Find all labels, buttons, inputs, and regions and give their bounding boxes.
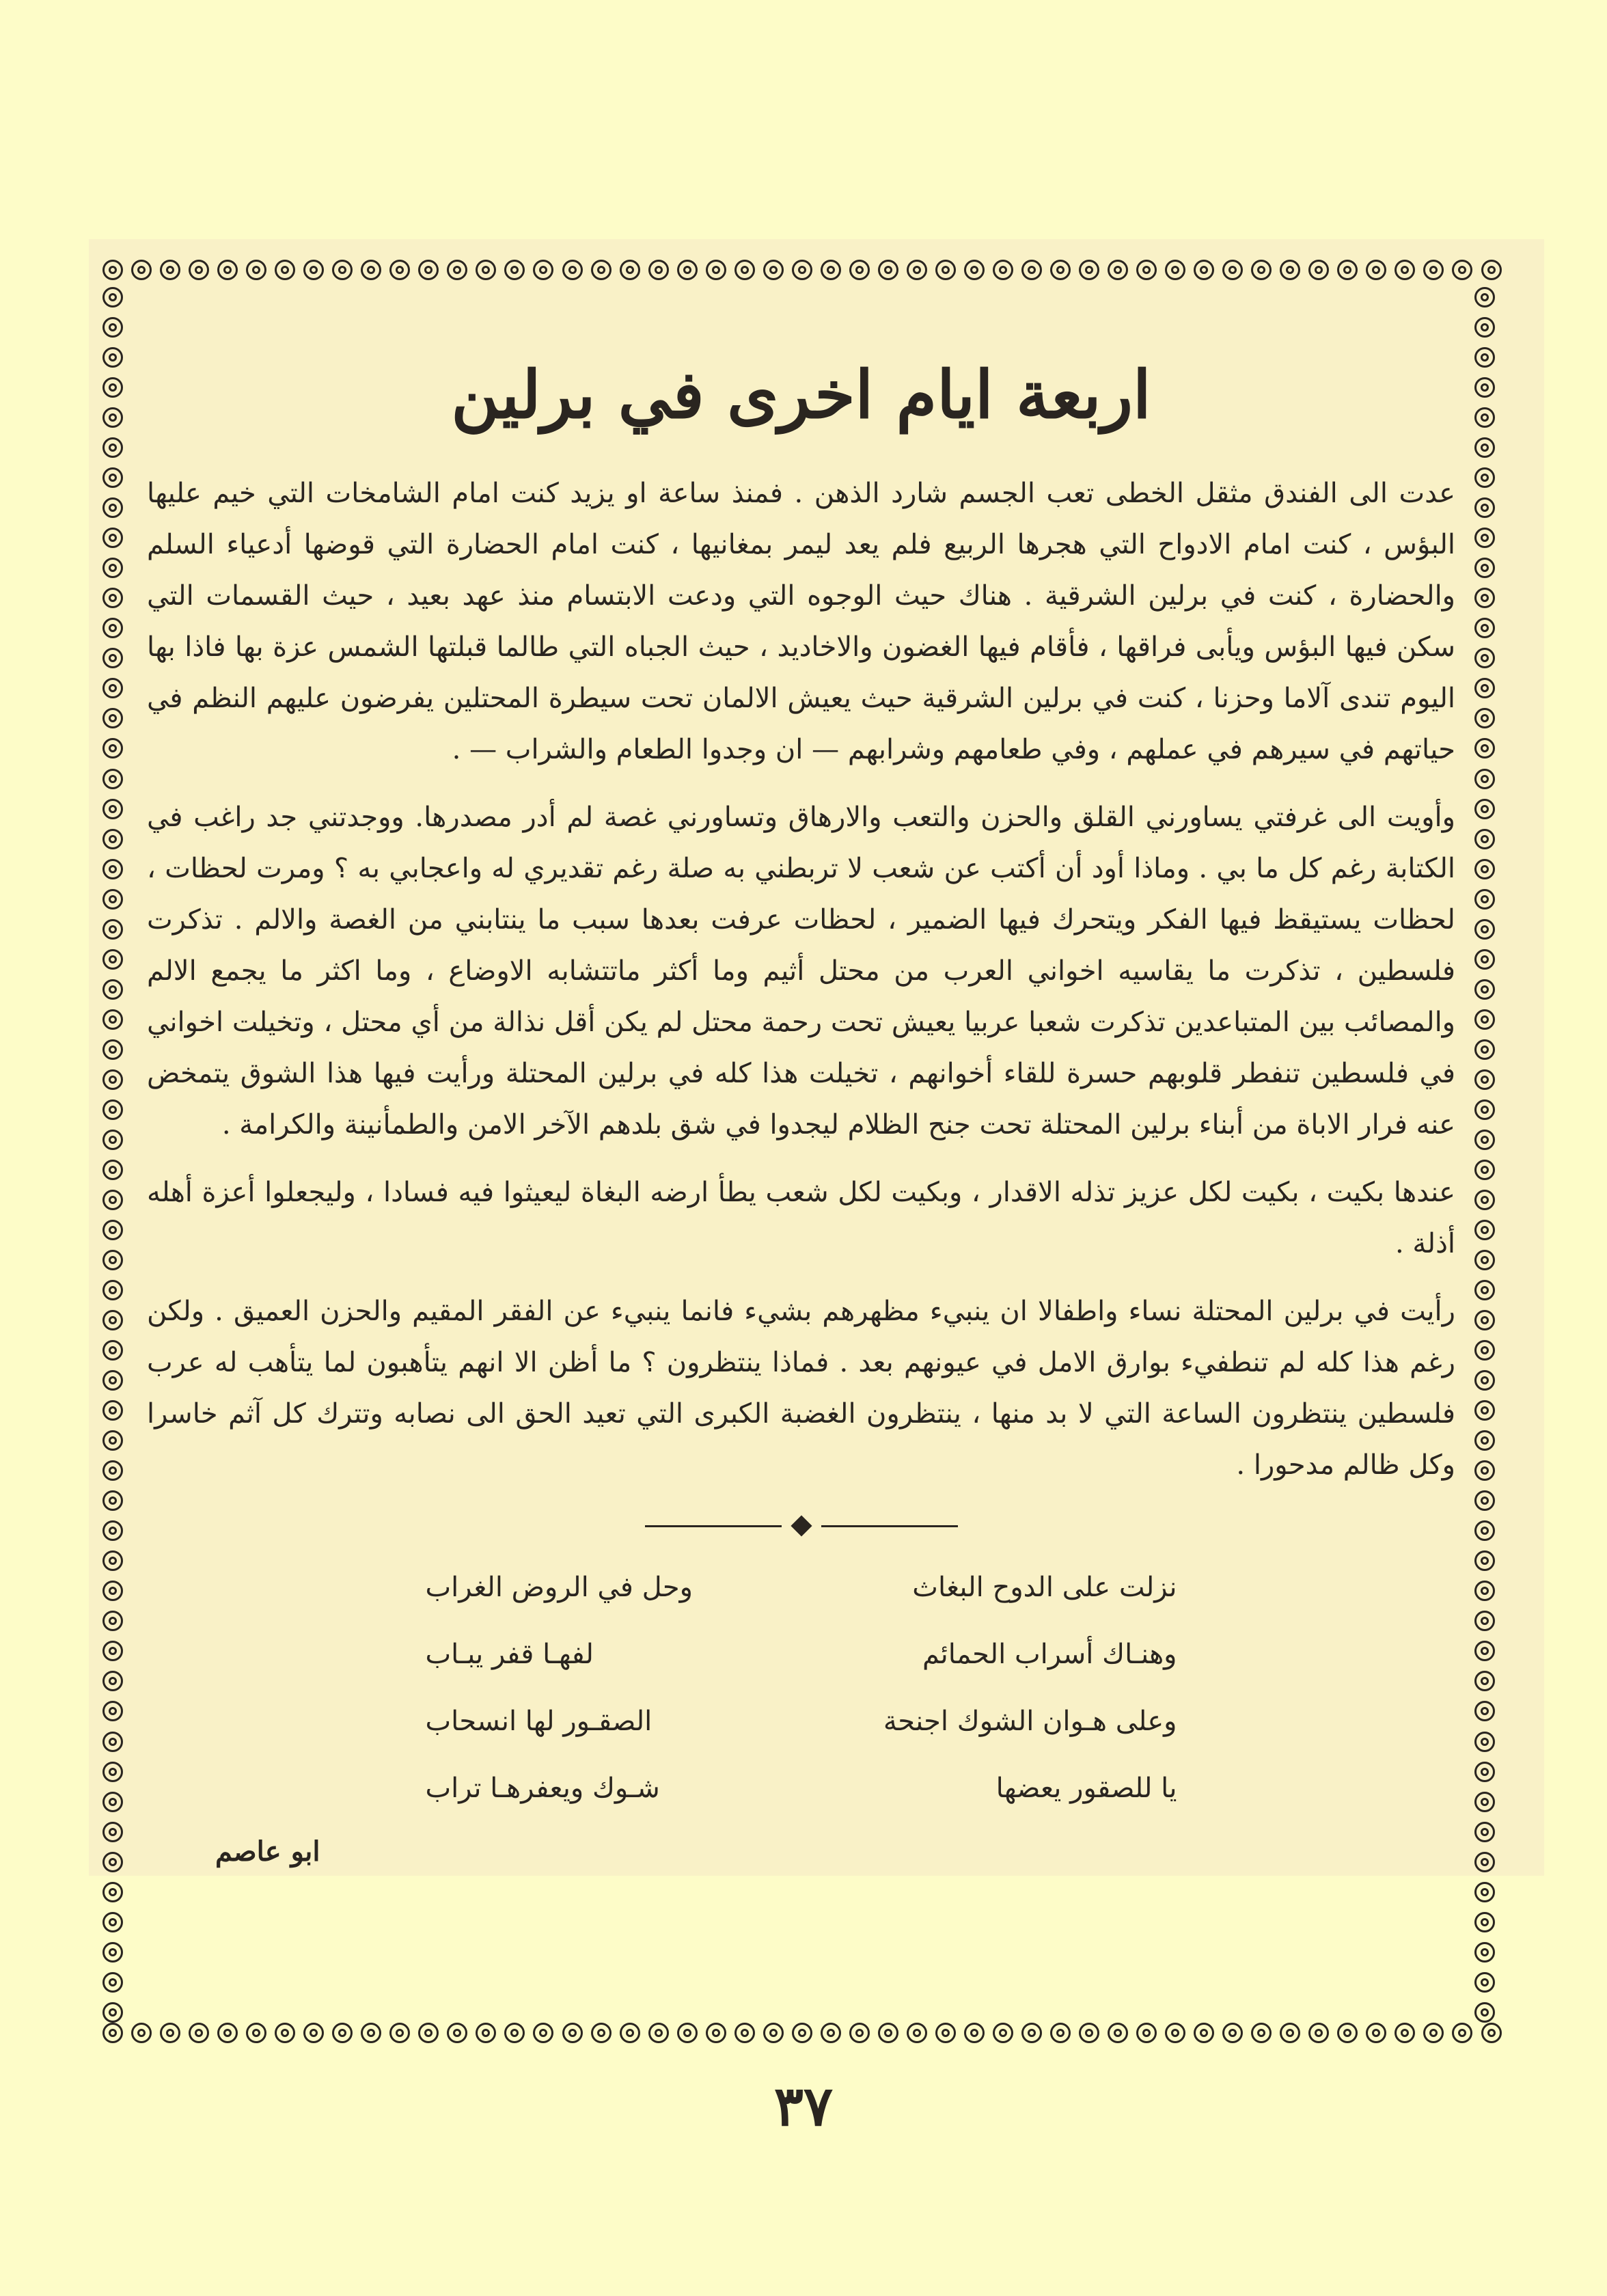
border-ring (1474, 1069, 1495, 1090)
border-ring (275, 260, 295, 280)
border-ring (1474, 1430, 1495, 1451)
border-ring (102, 1009, 123, 1030)
border-ring (792, 2023, 812, 2043)
border-ring (102, 1340, 123, 1361)
border-ring (1474, 1762, 1495, 1782)
border-ring (620, 260, 640, 280)
border-ring (1108, 2023, 1128, 2043)
border-ring (1423, 260, 1444, 280)
border-ring (1474, 769, 1495, 789)
author-signature: ابو عاصم (215, 1835, 320, 1868)
border-ring (102, 919, 123, 940)
border-ring (878, 260, 898, 280)
verse-first-hemistich: وعلى هـوان الشوك اجنحة (883, 1706, 1177, 1738)
border-ring (1452, 260, 1472, 280)
border-ring (849, 2023, 870, 2043)
border-ring (102, 1942, 123, 1963)
border-ring (763, 2023, 784, 2043)
border-ring (447, 2023, 467, 2043)
border-ring (620, 2023, 640, 2043)
border-ring (1474, 799, 1495, 819)
border-ring (1474, 1792, 1495, 1812)
border-ring (217, 260, 238, 280)
border-ring (1474, 1460, 1495, 1481)
border-ring (993, 260, 1013, 280)
border-ring (102, 889, 123, 910)
border-ring (476, 2023, 496, 2043)
border-ring (1136, 2023, 1157, 2043)
border-ring (1251, 260, 1272, 280)
border-ring (907, 260, 927, 280)
border-ring (102, 1250, 123, 1270)
border-ring (102, 829, 123, 849)
border-ring (102, 317, 123, 338)
border-ring (102, 347, 123, 368)
border-ring (1474, 1190, 1495, 1210)
border-ring (102, 1792, 123, 1812)
border-ring (102, 1220, 123, 1240)
paragraph-2: وأويت الى غرفتي يساورني القلق والحزن والتعب والارهاق وتساورني غصة لم أدر مصدرها. ووجدتني جد راغب في الكتابة رغم كل ما بي . وماذا أود أن أكتب عن شعب لا تربطني به صلة رغم تقديري له واعجابي به ؟ ومرت لحظات ، لحظات يستيقظ فيها الفكر ويتحرك فيها الضمير ، لحظات عرفت بعدها سبب ما ينتابني من الغصة والالم . تذكرت فلسطين ، تذكرت ما يقاسيه اخواني العرب من محتل أثيم وما أكثر ماتتشابه الاوضاع ، وما اكثر ما يجمع الالم والمصائب بين المتباعدين تذكرت شعبا عربيا يعيش تحت رحمة محتل لم يكن أقل نذالة من أي محتل ، وتخيلت اخواني في فلسطين تنفطر قلوبهم حسرة للقاء أخوانهم ، تخيلت هذا كله في برلين المحتلة ورأيت فيها هذا الشوق يتمخض عنه فرار الاباة من أبناء برلين المحتلة تحت جنح الظلام ليجدوا في شق بلدهم الآخر الامن والطمأنينة والكرامة . (147, 802, 1455, 1141)
border-ring (1474, 829, 1495, 849)
border-ring (102, 1460, 123, 1481)
border-ring (102, 738, 123, 758)
border-ring (102, 1400, 123, 1421)
border-ring (102, 1039, 123, 1060)
border-ring (1481, 260, 1502, 280)
border-ring (1366, 2023, 1386, 2043)
border-ring (1251, 2023, 1272, 2043)
border-ring (102, 1520, 123, 1541)
divider-line (821, 1525, 958, 1527)
border-ring (821, 260, 841, 280)
border-ring (418, 2023, 439, 2043)
border-ring (821, 2023, 841, 2043)
border-ring (1474, 528, 1495, 548)
border-ring (504, 260, 525, 280)
border-ring (935, 2023, 956, 2043)
border-ring (1021, 260, 1042, 280)
border-ring (1079, 260, 1099, 280)
border-ring (763, 260, 784, 280)
border-ring (1474, 1220, 1495, 1240)
border-ring (102, 1130, 123, 1150)
border-ring (102, 618, 123, 638)
border-ring (102, 1882, 123, 1902)
border-ring (1050, 2023, 1071, 2043)
border-ring (1021, 2023, 1042, 2043)
border-ring (1474, 1520, 1495, 1541)
border-ring (1474, 678, 1495, 698)
border-ring (1474, 317, 1495, 338)
border-ring (102, 1160, 123, 1180)
border-ring (1481, 2023, 1502, 2043)
border-ring (1194, 260, 1214, 280)
border-ring (102, 1732, 123, 1752)
border-ring (1474, 1280, 1495, 1300)
border-ring (217, 2023, 238, 2043)
border-ring (131, 2023, 152, 2043)
paragraph-3: عندها بكيت ، بكيت لكل عزيز تذله الاقدار ، وبكيت لكل شعب يطأ ارضه البغاة ليعيثوا فيه فسادا ، وليجعلوا أعزة أهله أذلة . (147, 1177, 1456, 1260)
border-ring (246, 2023, 266, 2043)
border-ring (102, 1852, 123, 1872)
border-ring (1474, 377, 1495, 398)
divider-ornament (791, 1516, 812, 1537)
border-ring (648, 2023, 669, 2043)
border-ring (648, 260, 669, 280)
border-ring (102, 1280, 123, 1300)
border-ring (102, 648, 123, 668)
border-ring (1474, 287, 1495, 308)
poem-verse (426, 1755, 1177, 1822)
border-ring (102, 528, 123, 548)
border-ring (1474, 1852, 1495, 1872)
border-ring (1474, 1400, 1495, 1421)
border-ring (102, 407, 123, 428)
border-ring (102, 769, 123, 789)
verse-second-hemistich: الصقـور لها انسحاب (425, 1706, 653, 1738)
border-ring (1474, 1611, 1495, 1631)
border-ring (1474, 1822, 1495, 1842)
verse-first-hemistich: يا للصقور يعضها (995, 1773, 1177, 1805)
border-ring (1108, 260, 1128, 280)
border-ring (1308, 260, 1329, 280)
border-ring (102, 2023, 123, 2043)
border-top (102, 260, 1502, 287)
border-ring (1308, 2023, 1329, 2043)
border-ring (102, 1701, 123, 1721)
border-ring (102, 1912, 123, 1932)
border-ring (1474, 407, 1495, 428)
verse-second-hemistich: لفهـا قفر يبـاب (425, 1639, 594, 1671)
border-ring (102, 1099, 123, 1120)
border-ring (1474, 2002, 1495, 2023)
border-ring (1474, 558, 1495, 578)
border-ring (1366, 260, 1386, 280)
border-ring (389, 2023, 410, 2043)
border-ring (102, 1611, 123, 1631)
border-ring (1474, 1130, 1495, 1150)
page-number: ٣٧ (774, 2074, 833, 2138)
border-ring (734, 260, 755, 280)
border-ring (275, 2023, 295, 2043)
border-ring (1474, 588, 1495, 608)
border-ring (102, 1581, 123, 1601)
border-ring (102, 708, 123, 728)
border-ring (102, 1430, 123, 1451)
border-ring (102, 1310, 123, 1330)
border-ring (1280, 2023, 1300, 2043)
border-ring (1474, 347, 1495, 368)
border-ring (964, 260, 985, 280)
border-ring (102, 588, 123, 608)
border-ring (591, 2023, 612, 2043)
border-ring (102, 260, 123, 280)
border-ring (1474, 1581, 1495, 1601)
border-ring (1474, 648, 1495, 668)
border-ring (1474, 1160, 1495, 1180)
border-ring (1136, 260, 1157, 280)
border-ring (1474, 919, 1495, 940)
paragraph-4: رأيت في برلين المحتلة نساء واطفالا ان ينبيء مظهرهم بشيء فانما ينبيء عن الفقر المقيم والحزن العميق . ولكن رغم هذا كله لم تنطفيء بوارق الامل في عيونهم بعد . فماذا ينتظرون ؟ ما أظن الا انهم يتأهبون لما يتأهب له عرب فلسطين ينتظرون الساعة التي لا بد منها ، ينتظرون الغضبة الكبرى التي تعيد الحق الى نصابه وتترك كل آثم خاسرا وكل ظالم مدحورا . (147, 1296, 1455, 1481)
border-ring (189, 260, 209, 280)
border-ring (246, 260, 266, 280)
border-ring (1474, 1490, 1495, 1511)
paragraph-1: عدت الى الفندق مثقل الخطى تعب الجسم شارد الذهن . فمنذ ساعة او يزيد كنت امام الشامخات التي خيم عليها البؤس ، كنت امام الادواح التي هجرها الربيع فلم يعد ليمر بمغانيها ، كنت امام الحضارة التي قوضها أدعياء السلم والحضارة ، كنت في برلين الشرقية . هناك حيث الوجوه التي ودعت الابتسام منذ عهد بعيد ، حيث القسمات التي سكن فيها البؤس ويأبى فراقها ، فأقام فيها الغضون والاخاديد ، حيث الجباه التي طالما قبلتها الشمس عزة بها فاذا بها اليوم تندى آلاما وحزنا ، كنت في برلين الشرقية حيث يعيش الالمان تحت سيطرة المحتلين يفرضون عليهم النظم في حياتهم في سيرهم في عملهم ، وفي طعامهم وشرابهم — ان وجدوا الطعام والشراب — . (147, 478, 1456, 766)
border-ring (361, 2023, 381, 2043)
verse-second-hemistich: وحل في الروض الغراب (425, 1572, 693, 1604)
border-ring (706, 2023, 726, 2043)
border-ring (1474, 1942, 1495, 1963)
border-ring (677, 260, 698, 280)
border-ring (1050, 260, 1071, 280)
border-ring (1194, 2023, 1214, 2043)
section-divider (147, 1518, 1455, 1533)
border-ring (102, 1190, 123, 1210)
verse-second-hemistich: شـوك ويعفرهـا تراب (425, 1773, 660, 1805)
border-ring (131, 260, 152, 280)
border-ring (562, 260, 583, 280)
border-ring (1337, 260, 1358, 280)
border-ring (1474, 618, 1495, 638)
border-ring (102, 1641, 123, 1661)
border-ring (1474, 1009, 1495, 1030)
border-ring (734, 2023, 755, 2043)
article-body (147, 328, 1455, 1975)
border-ring (102, 1972, 123, 1993)
border-ring (1474, 708, 1495, 728)
border-ring (1474, 1099, 1495, 1120)
poem-verse (426, 1688, 1177, 1755)
border-ring (102, 859, 123, 879)
border-ring (1337, 2023, 1358, 2043)
border-ring (160, 260, 180, 280)
border-ring (677, 2023, 698, 2043)
border-ring (562, 2023, 583, 2043)
border-ring (1474, 738, 1495, 758)
border-ring (935, 260, 956, 280)
border-bottom (102, 2023, 1502, 2050)
border-ring (102, 558, 123, 578)
border-ring (303, 260, 324, 280)
border-ring (102, 979, 123, 1000)
border-ring (102, 799, 123, 819)
border-ring (389, 260, 410, 280)
border-ring (1474, 1310, 1495, 1330)
border-ring (102, 467, 123, 488)
border-ring (418, 260, 439, 280)
border-ring (160, 2023, 180, 2043)
border-ring (1474, 1732, 1495, 1752)
border-ring (1474, 1340, 1495, 1361)
article-title: اربعة ايام اخرى في برلين (451, 356, 1151, 433)
border-ring (1452, 2023, 1472, 2043)
border-ring (102, 2002, 123, 2023)
border-ring (964, 2023, 985, 2043)
border-ring (907, 2023, 927, 2043)
border-ring (102, 949, 123, 970)
border-ring (332, 260, 353, 280)
border-ring (849, 260, 870, 280)
border-ring (102, 287, 123, 308)
border-ring (1474, 1641, 1495, 1661)
border-ring (1474, 467, 1495, 488)
border-ring (102, 1822, 123, 1842)
border-ring (1474, 1039, 1495, 1060)
border-right (1474, 287, 1502, 2023)
border-ring (447, 260, 467, 280)
border-ring (1079, 2023, 1099, 2043)
border-ring (1474, 979, 1495, 1000)
border-ring (102, 1370, 123, 1391)
verse-first-hemistich: وهنـاك أسراب الحمائم (922, 1639, 1177, 1671)
border-ring (1423, 2023, 1444, 2043)
border-ring (1474, 889, 1495, 910)
border-ring (303, 2023, 324, 2043)
border-ring (1474, 859, 1495, 879)
border-ring (1474, 1370, 1495, 1391)
poem (426, 1554, 1177, 1822)
border-ring (1165, 260, 1185, 280)
border-ring (1474, 497, 1495, 518)
border-ring (102, 1069, 123, 1090)
border-ring (189, 2023, 209, 2043)
border-ring (1474, 1972, 1495, 1993)
border-ring (504, 2023, 525, 2043)
border-ring (533, 260, 553, 280)
border-ring (792, 260, 812, 280)
border-ring (1474, 1701, 1495, 1721)
border-ring (1474, 1912, 1495, 1932)
border-ring (1474, 1250, 1495, 1270)
divider-line (645, 1525, 782, 1527)
border-ring (102, 377, 123, 398)
border-ring (533, 2023, 553, 2043)
border-left (102, 287, 130, 2023)
border-ring (1222, 260, 1243, 280)
border-ring (1474, 1671, 1495, 1691)
border-ring (1474, 949, 1495, 970)
border-ring (102, 437, 123, 458)
verse-first-hemistich: نزلت على الدوح البغاث (912, 1572, 1177, 1604)
border-ring (102, 1762, 123, 1782)
border-ring (332, 2023, 353, 2043)
border-ring (1395, 260, 1415, 280)
border-ring (591, 260, 612, 280)
border-ring (1474, 1882, 1495, 1902)
border-ring (1395, 2023, 1415, 2043)
border-ring (1280, 260, 1300, 280)
border-ring (1474, 437, 1495, 458)
border-ring (476, 260, 496, 280)
poem-verse (426, 1554, 1177, 1621)
border-ring (1222, 2023, 1243, 2043)
border-ring (1165, 2023, 1185, 2043)
border-ring (102, 678, 123, 698)
border-ring (706, 260, 726, 280)
border-ring (102, 1550, 123, 1571)
border-ring (993, 2023, 1013, 2043)
border-ring (878, 2023, 898, 2043)
poem-verse (426, 1621, 1177, 1688)
border-ring (361, 260, 381, 280)
border-ring (102, 1490, 123, 1511)
border-ring (102, 1671, 123, 1691)
border-ring (1474, 1550, 1495, 1571)
border-ring (102, 497, 123, 518)
